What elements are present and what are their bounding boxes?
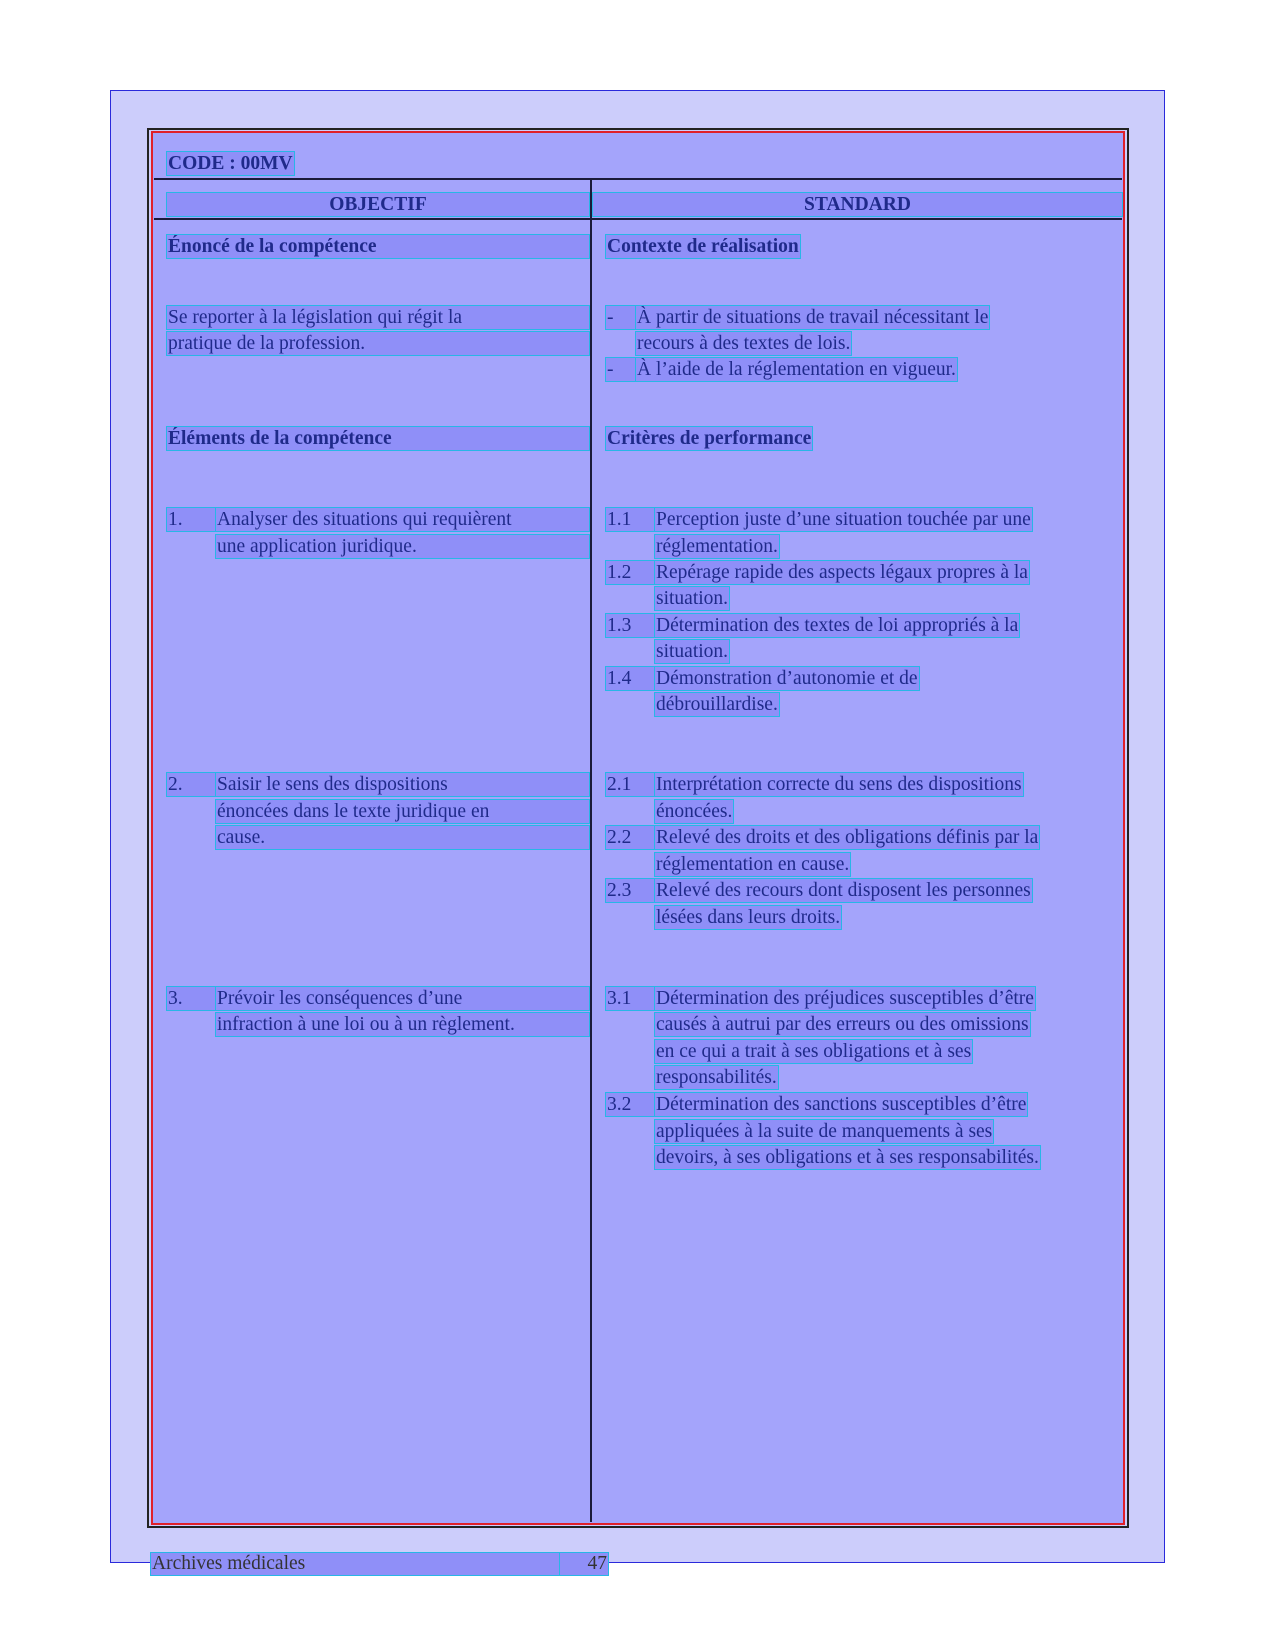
- header-bottom-rule: [154, 218, 1122, 220]
- element-line: Analyser des situations qui requièrent: [216, 508, 589, 531]
- element-line: énoncées dans le texte juridique en: [216, 800, 589, 823]
- element-line: infraction à une loi ou à un règlement.: [216, 1013, 589, 1036]
- critere-line: réglementation en cause.: [656, 854, 850, 875]
- critere-line: débrouillardise.: [656, 694, 778, 715]
- element-number: 2.: [167, 773, 215, 796]
- critere-line: énoncées.: [656, 801, 733, 822]
- header-objective: OBJECTIF: [167, 193, 589, 216]
- critere-number: 1.4: [606, 667, 654, 690]
- critere-number: 1.3: [606, 614, 654, 637]
- critere-line: appliquées à la suite de manquements à ses: [656, 1121, 993, 1142]
- contexte-bullet: -: [606, 358, 636, 381]
- enonce-label: Énoncé de la compétence: [167, 235, 589, 258]
- contexte-item-line: À partir de situations de travail nécessitant le: [637, 307, 989, 328]
- elements-label: Éléments de la compétence: [167, 427, 589, 450]
- element-number: 1.: [167, 508, 215, 531]
- critere-line: responsabilités.: [656, 1067, 777, 1088]
- critere-line: réglementation.: [656, 536, 778, 557]
- critere-line: situation.: [656, 588, 729, 609]
- element-line: Prévoir les conséquences d’une: [216, 987, 589, 1010]
- header-standard: STANDARD: [593, 193, 1122, 216]
- criteres-label: Critères de performance: [607, 428, 812, 449]
- critere-number: 3.2: [606, 1093, 654, 1116]
- element-line: Saisir le sens des dispositions: [216, 773, 589, 796]
- critere-line: en ce qui a trait à ses obligations et à ses: [656, 1041, 972, 1062]
- critere-line: Relevé des recours dont disposent les personnes: [656, 880, 1031, 901]
- code-label: CODE : 00MV: [168, 153, 293, 174]
- enonce-text-line: pratique de la profession.: [167, 332, 589, 355]
- critere-line: Relevé des droits et des obligations définis par la: [656, 827, 1039, 848]
- element-line: une application juridique.: [216, 535, 589, 558]
- contexte-bullet: -: [606, 306, 636, 329]
- critere-line: Détermination des sanctions susceptibles d’être: [656, 1094, 1027, 1115]
- critere-line: Détermination des préjudices susceptibles d’être: [656, 988, 1034, 1009]
- critere-line: devoirs, à ses obligations et à ses responsabilités.: [656, 1147, 1039, 1168]
- critere-line: Démonstration d’autonomie et de: [656, 668, 918, 689]
- critere-line: Détermination des textes de loi appropriés à la: [656, 615, 1019, 636]
- critere-number: 2.1: [606, 773, 654, 796]
- critere-number: 2.2: [606, 826, 654, 849]
- critere-line: Interprétation correcte du sens des dispositions: [656, 774, 1022, 795]
- contexte-item-line: À l’aide de la réglementation en vigueur.: [637, 359, 956, 380]
- critere-line: lésées dans leurs droits.: [656, 907, 841, 928]
- footer-page-number: 47: [560, 1553, 608, 1575]
- contexte-item-line: recours à des textes de lois.: [637, 333, 851, 354]
- contexte-label: Contexte de réalisation: [607, 236, 799, 257]
- enonce-text-line: Se reporter à la législation qui régit la: [167, 306, 589, 329]
- critere-number: 3.1: [606, 987, 654, 1010]
- element-number: 3.: [167, 987, 215, 1010]
- critere-line: causés à autrui par des erreurs ou des omissions: [656, 1014, 1029, 1035]
- footer-title: Archives médicales: [151, 1553, 561, 1575]
- critere-number: 2.3: [606, 879, 654, 902]
- header-top-rule: [154, 178, 1122, 180]
- critere-line: Perception juste d’une situation touchée par une: [656, 509, 1031, 530]
- column-divider: [590, 178, 592, 1522]
- critere-line: Repérage rapide des aspects légaux propres à la: [656, 562, 1028, 583]
- element-line: cause.: [216, 826, 589, 849]
- critere-number: 1.2: [606, 561, 654, 584]
- critere-number: 1.1: [606, 508, 654, 531]
- critere-line: situation.: [656, 641, 729, 662]
